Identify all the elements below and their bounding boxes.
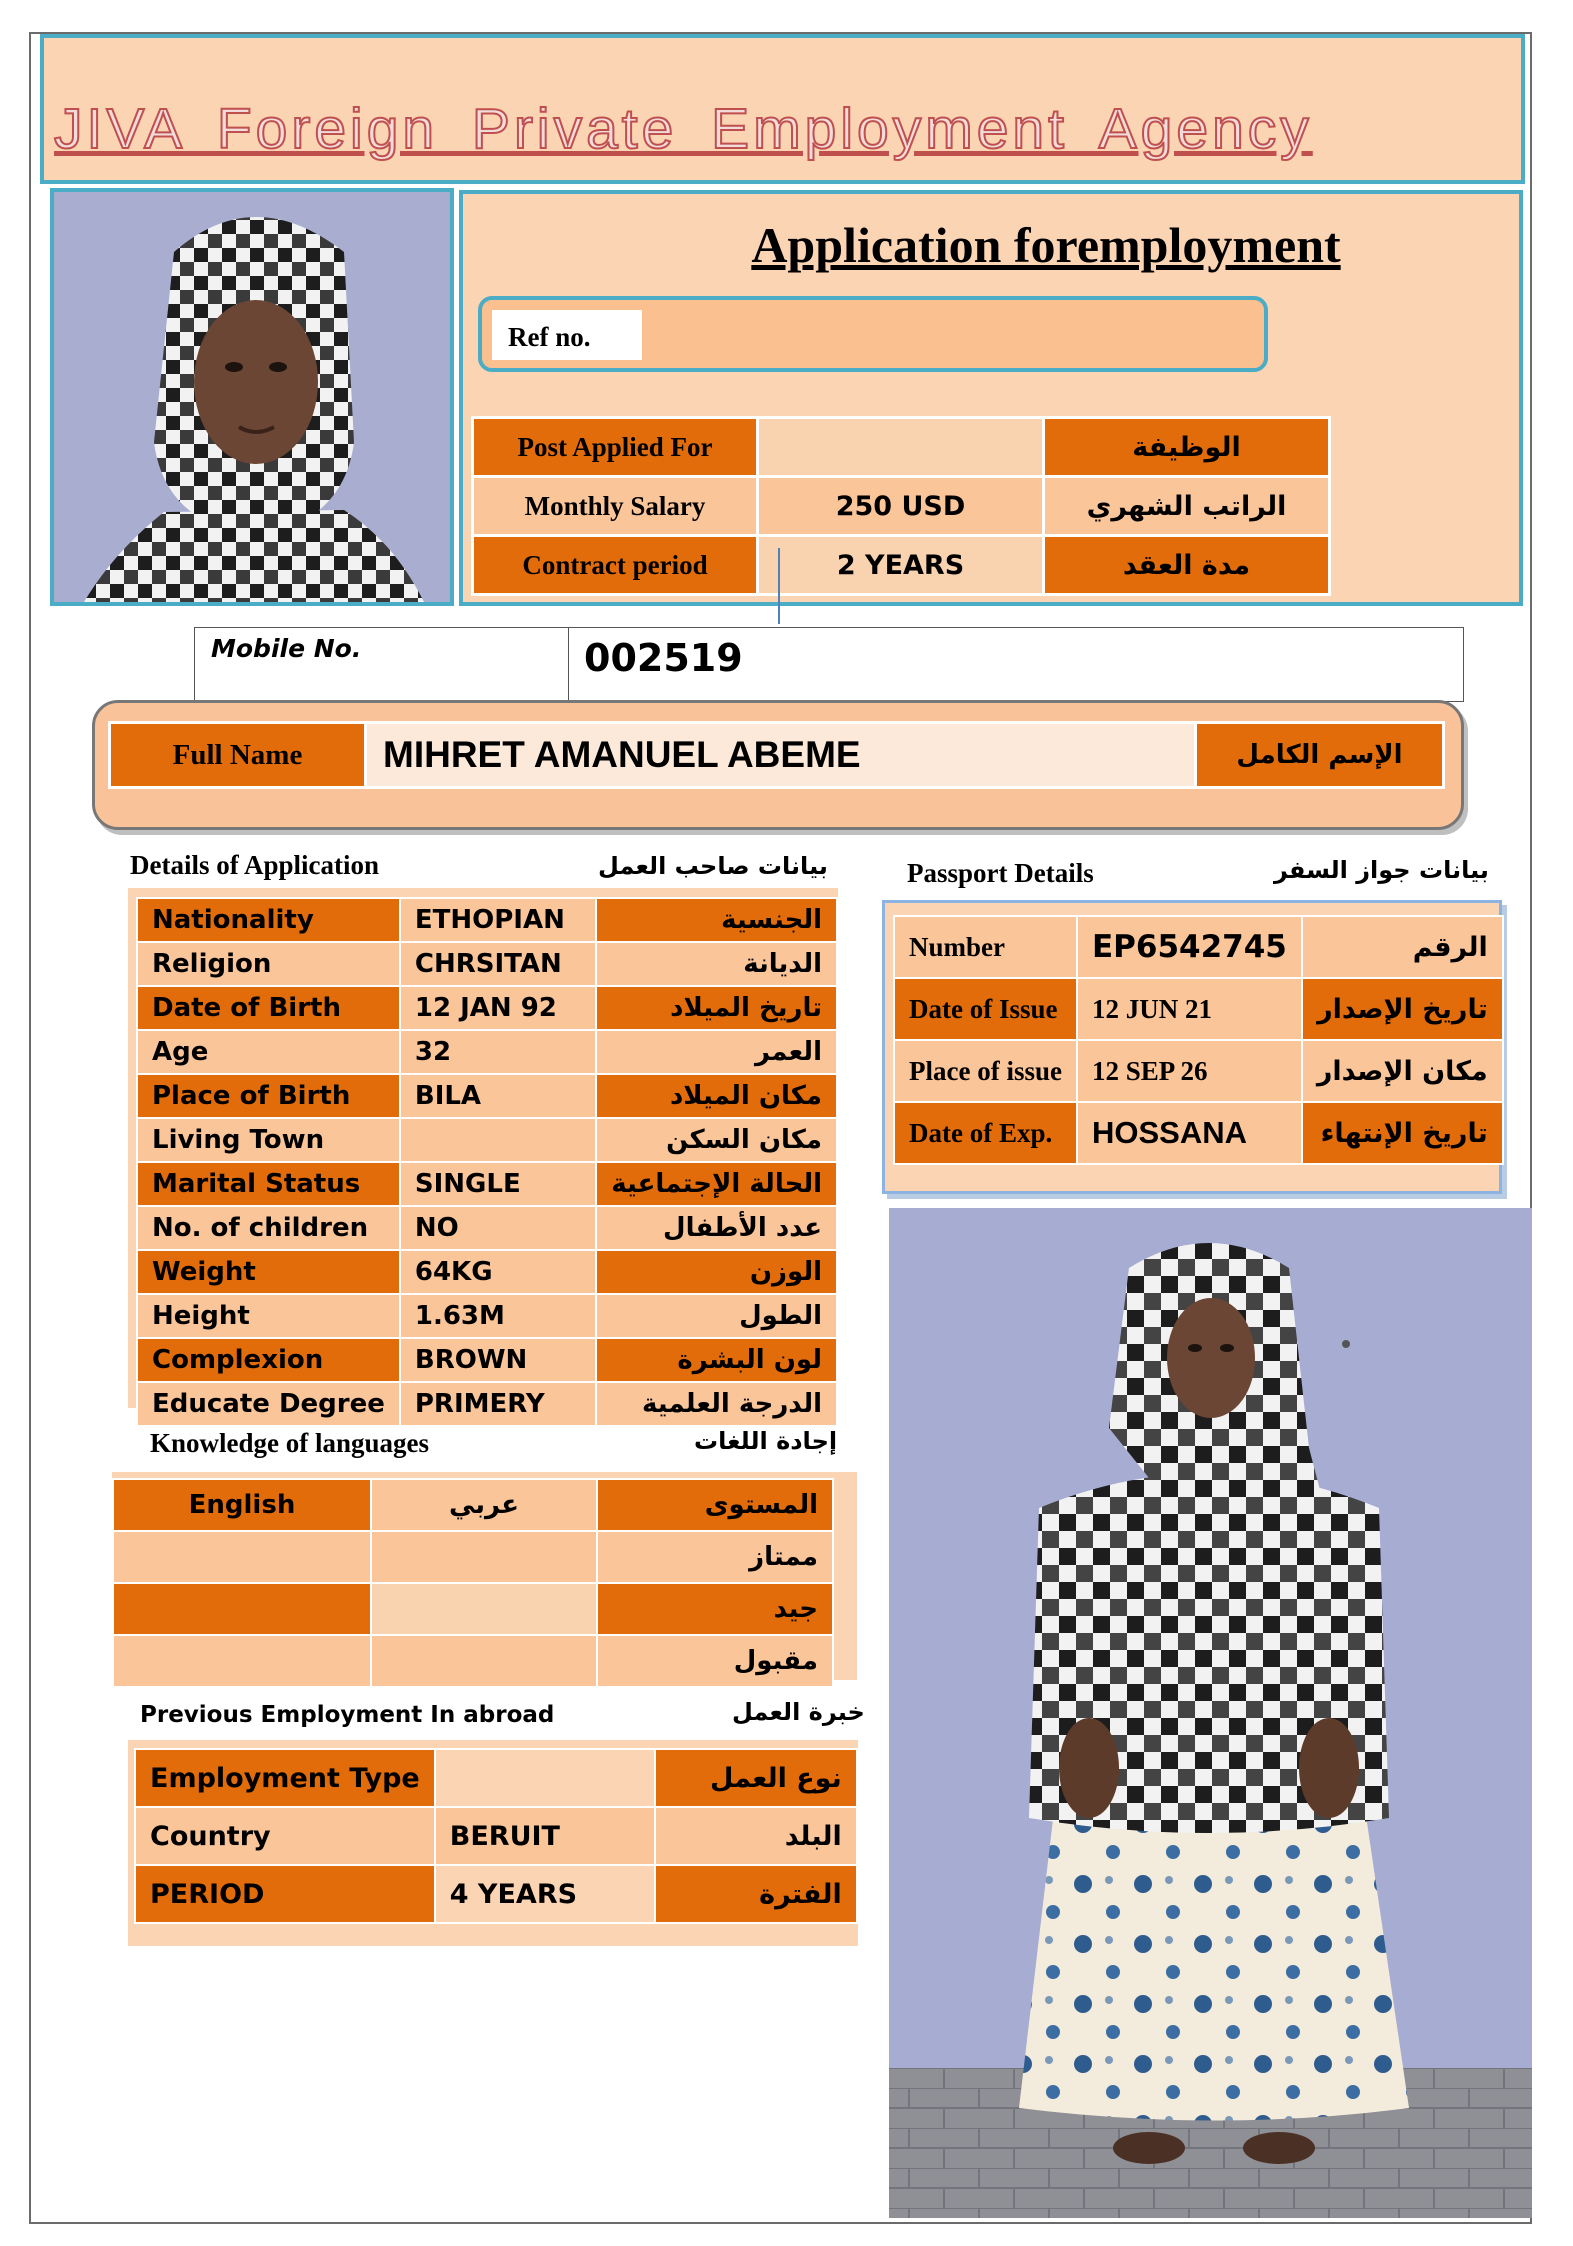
detail-row-label-en: Marital Status	[137, 1162, 400, 1206]
detail-row-value[interactable]: CHRSITAN	[400, 942, 596, 986]
mobile-box	[194, 627, 1464, 702]
lang-arabic-cell[interactable]	[371, 1531, 597, 1583]
detail-row	[137, 1074, 837, 1118]
lang-level-label: مقبول	[597, 1635, 833, 1687]
detail-row-value[interactable]: PRIMERY	[400, 1382, 596, 1426]
contract-label-en: Contract period	[473, 536, 758, 595]
contract-value[interactable]: 2 YEARS	[758, 536, 1044, 595]
lang-level-header: المستوى	[597, 1479, 833, 1531]
detail-row-value[interactable]: BILA	[400, 1074, 596, 1118]
detail-row-label-ar: الدرجة العلمية	[596, 1382, 837, 1426]
detail-row-label-ar: مكان السكن	[596, 1118, 837, 1162]
lang-arabic-cell[interactable]	[371, 1583, 597, 1635]
lang-english-header: English	[113, 1479, 371, 1531]
detail-row-value[interactable]: 32	[400, 1030, 596, 1074]
agency-name: JIVA Foreign Private Employment Agency	[54, 97, 1313, 161]
text-cursor-line	[778, 548, 780, 624]
employment-row	[135, 1865, 857, 1923]
salary-label-ar: الراتب الشهري	[1044, 477, 1330, 536]
ref-number-label: Ref no.	[492, 310, 642, 360]
languages-title-en: Knowledge of languages	[150, 1428, 430, 1458]
passport-panel	[882, 900, 1502, 1194]
detail-row-label-en: Nationality	[137, 898, 400, 942]
passport-table	[893, 915, 1504, 1165]
detail-row-value[interactable]	[400, 1118, 596, 1162]
languages-title-ar: إجادة اللغات	[694, 1427, 838, 1455]
details-title-ar: بيانات صاحب العمل	[598, 852, 828, 880]
detail-row-label-ar: مكان الميلاد	[596, 1074, 837, 1118]
detail-row-label-ar: لون البشرة	[596, 1338, 837, 1382]
detail-row-label-ar: الحالة الإجتماعية	[596, 1162, 837, 1206]
languages-table	[112, 1478, 834, 1688]
detail-row-label-ar: الطول	[596, 1294, 837, 1338]
employment-row-value[interactable]	[435, 1749, 655, 1807]
detail-row-label-en: Complexion	[137, 1338, 400, 1382]
detail-row-label-en: Weight	[137, 1250, 400, 1294]
detail-row	[137, 1250, 837, 1294]
detail-row	[137, 1118, 837, 1162]
mobile-label: Mobile No.	[211, 634, 362, 663]
salary-label-en: Monthly Salary	[473, 477, 758, 536]
languages-row	[113, 1531, 833, 1583]
detail-row	[137, 1206, 837, 1250]
full-name-label-ar: الإسم الكامل	[1196, 723, 1444, 788]
detail-row-label-en: Living Town	[137, 1118, 400, 1162]
languages-row	[113, 1635, 833, 1687]
detail-row-label-ar: العمر	[596, 1030, 837, 1074]
post-label-en: Post Applied For	[473, 418, 758, 477]
passport-row-label-ar: تاريخ الإصدار	[1302, 978, 1503, 1040]
languages-panel	[112, 1472, 857, 1680]
employment-row	[135, 1807, 857, 1865]
detail-row-label-en: Age	[137, 1030, 400, 1074]
agency-header	[40, 34, 1525, 184]
employment-row-label-ar: البلد	[655, 1807, 857, 1865]
full-body-photo	[889, 1208, 1532, 2218]
portrait-photo-frame	[50, 188, 454, 606]
employment-row-label-en: PERIOD	[135, 1865, 435, 1923]
post-table	[471, 416, 1331, 596]
employment-table	[134, 1748, 858, 1924]
mobile-value[interactable]: 002519	[584, 636, 743, 680]
employment-row-label-en: Employment Type	[135, 1749, 435, 1807]
post-label-ar: الوظيفة	[1044, 418, 1330, 477]
passport-title-ar: بيانات جواز السفر	[1274, 856, 1489, 884]
contract-label-ar: مدة العقد	[1044, 536, 1330, 595]
full-name-row	[110, 723, 1444, 788]
lang-english-cell[interactable]	[113, 1531, 371, 1583]
employment-row-value[interactable]: BERUIT	[435, 1807, 655, 1865]
detail-row-value[interactable]: 64KG	[400, 1250, 596, 1294]
mobile-divider	[568, 628, 569, 701]
detail-row-label-en: Height	[137, 1294, 400, 1338]
passport-row-label-en: Place of issue	[894, 1040, 1077, 1102]
detail-row-label-ar: عدد الأطفال	[596, 1206, 837, 1250]
full-name-table	[108, 721, 1445, 789]
detail-row	[137, 1294, 837, 1338]
passport-row	[894, 978, 1503, 1040]
post-row	[473, 418, 1330, 477]
post-value[interactable]	[758, 418, 1044, 477]
detail-row	[137, 898, 837, 942]
passport-row	[894, 1040, 1503, 1102]
detail-row-label-ar: الوزن	[596, 1250, 837, 1294]
passport-row-value[interactable]: HOSSANA	[1077, 1102, 1302, 1164]
passport-row	[894, 916, 1503, 978]
application-title: Application foremployment	[751, 217, 1341, 273]
full-name-value[interactable]: MIHRET AMANUEL ABEME	[366, 723, 1196, 788]
full-name-label-en: Full Name	[110, 723, 366, 788]
passport-row-label-ar: مكان الإصدار	[1302, 1040, 1503, 1102]
detail-row	[137, 1382, 837, 1426]
application-box	[459, 190, 1523, 606]
detail-row-value[interactable]: SINGLE	[400, 1162, 596, 1206]
detail-row-label-en: Religion	[137, 942, 400, 986]
employment-row-label-en: Country	[135, 1807, 435, 1865]
employment-row	[135, 1749, 857, 1807]
lang-level-label: جيد	[597, 1583, 833, 1635]
passport-row-label-ar: الرقم	[1302, 916, 1503, 978]
languages-header-row	[113, 1479, 833, 1531]
employment-row-label-ar: الفترة	[655, 1865, 857, 1923]
detail-row-label-en: No. of children	[137, 1206, 400, 1250]
passport-row-label-en: Date of Exp.	[894, 1102, 1077, 1164]
lang-level-label: ممتاز	[597, 1531, 833, 1583]
detail-row-value[interactable]: ETHOPIAN	[400, 898, 596, 942]
passport-row	[894, 1102, 1503, 1164]
detail-row	[137, 942, 837, 986]
passport-row-label-ar: تاريخ الإنتهاء	[1302, 1102, 1503, 1164]
employment-title-en: Previous Employment In abroad	[140, 1702, 555, 1728]
detail-row-value[interactable]: NO	[400, 1206, 596, 1250]
passport-title-en: Passport Details	[907, 858, 1094, 888]
passport-row-label-en: Date of Issue	[894, 978, 1077, 1040]
detail-row-label-ar: الديانة	[596, 942, 837, 986]
salary-value[interactable]: 250 USD	[758, 477, 1044, 536]
detail-row	[137, 986, 837, 1030]
employment-title-ar: خبرة العمل	[732, 1698, 865, 1726]
detail-row-label-ar: الجنسية	[596, 898, 837, 942]
contract-row	[473, 536, 1330, 595]
detail-row-value[interactable]: 1.63M	[400, 1294, 596, 1338]
details-table	[136, 897, 838, 1427]
lang-english-cell[interactable]	[113, 1583, 371, 1635]
languages-row	[113, 1583, 833, 1635]
employment-row-label-ar: نوع العمل	[655, 1749, 857, 1807]
detail-row-label-ar: تاريخ الميلاد	[596, 986, 837, 1030]
detail-row	[137, 1338, 837, 1382]
employment-panel	[128, 1740, 858, 1946]
salary-row	[473, 477, 1330, 536]
passport-row-value[interactable]: 12 SEP 26	[1077, 1040, 1302, 1102]
portrait-photo	[54, 192, 450, 602]
lang-english-cell[interactable]	[113, 1635, 371, 1687]
detail-row-value[interactable]: BROWN	[400, 1338, 596, 1382]
full-name-box	[92, 700, 1464, 830]
lang-arabic-cell[interactable]	[371, 1635, 597, 1687]
detail-row-value[interactable]: 12 JAN 92	[400, 986, 596, 1030]
details-title-en: Details of Application	[130, 850, 380, 880]
employment-row-value[interactable]: 4 YEARS	[435, 1865, 655, 1923]
detail-row	[137, 1030, 837, 1074]
ref-number-box	[478, 296, 1268, 372]
detail-row	[137, 1162, 837, 1206]
passport-row-value[interactable]: 12 JUN 21	[1077, 978, 1302, 1040]
details-panel	[128, 888, 838, 1419]
detail-row-label-en: Educate Degree	[137, 1382, 400, 1426]
detail-row-label-en: Place of Birth	[137, 1074, 400, 1118]
lang-arabic-header: عربي	[371, 1479, 597, 1531]
passport-row-value[interactable]: EP6542745	[1077, 916, 1302, 978]
detail-row-label-en: Date of Birth	[137, 986, 400, 1030]
passport-row-label-en: Number	[894, 916, 1077, 978]
